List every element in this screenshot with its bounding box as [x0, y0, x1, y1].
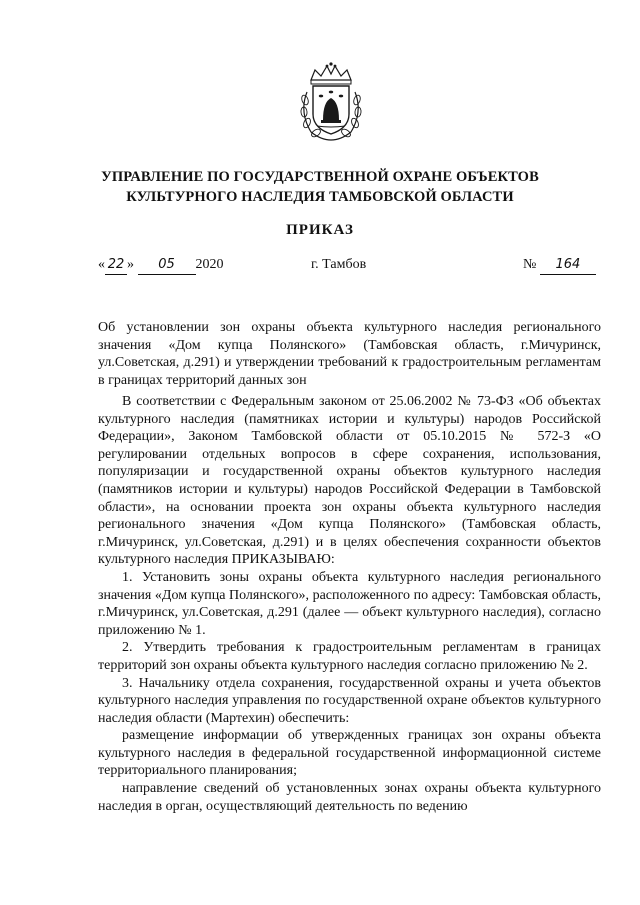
number-value: 164 — [540, 256, 596, 275]
number-sign: № — [523, 257, 537, 272]
date-month: 05 — [138, 256, 196, 275]
date-day: 22 — [105, 256, 127, 275]
paragraph-item-3: 3. Начальнику отдела сохранения, государственной охраны и учета объектов культурного наследия управления по государственной охране объектов культурного наследия области (Мартехин) обеспечить: — [98, 675, 601, 726]
date-open-quote: « — [98, 257, 105, 272]
date-year: 2020 — [195, 257, 224, 272]
paragraph-subitem-1: размещение информации об утвержденных границах зон охраны объекта культурного наследия в федеральной государственной информационной системе территориального планирования; — [98, 728, 601, 779]
authority-title-line-2: КУЛЬТУРНОГО НАСЛЕДИЯ ТАМБОВСКОЙ ОБЛАСТИ — [126, 189, 514, 205]
order-subject: Об установлении зон охраны объекта культурного наследия регионального значения «Дом купца Полянского» (Тамбовская область, г.Мичуринск, ул.Советская, д.291) и утверждении требований к градостроительным регламентам в границах территорий данных зон — [98, 320, 601, 388]
order-body — [98, 393, 601, 815]
order-date — [98, 256, 224, 275]
paragraph-preamble: В соответствии с Федеральным законом от 25.06.2002 № 73-ФЗ «Об объектах культурного наследия (памятниках истории и культуры) народов Российской Федерации», Законом Тамбовской области от 05.10.2015 № 572-З «О регулировании отдельных вопросов в сфере сохранения, использования, популяризации и государственной охраны объектов культурного наследия (памятников истории и культуры) народов Российской Федерации в Тамбовской области», на основании проекта зон охраны объекта культурного наследия регионального значения «Дом купца Полянского» (Тамбовская область, г.Мичуринск, ул.Советская, д.291) и в целях обеспечения сохранности объектов культурного наследия ПРИКАЗЫВАЮ: — [98, 394, 601, 568]
paragraph-subitem-2: направление сведений об установленных зонах охраны объекта культурного наследия в орган, осуществляющий деятельность по ведению — [98, 781, 601, 814]
tambov-coat-of-arms-icon — [297, 62, 365, 142]
paragraph-item-2: 2. Утвердить требования к градостроительным регламентам в границах территорий зон охраны объекта культурного наследия согласно приложению № 2. — [98, 640, 601, 673]
authority-title-line-1: УПРАВЛЕНИЕ ПО ГОСУДАРСТВЕННОЙ ОХРАНЕ ОБЪЕКТОВ — [101, 169, 539, 185]
order-city: г. Тамбов — [311, 257, 367, 272]
order-title: ПРИКАЗ — [286, 222, 354, 238]
paragraph-item-1: 1. Установить зоны охраны объекта культурного наследия регионального значения «Дом купца Полянского», расположенного по адресу: Тамбовская область, г.Мичуринск, ул.Советская, д.291 (далее — объект культурного наследия), согласно приложению № 1. — [98, 569, 601, 638]
order-number — [523, 256, 596, 275]
date-close-quote: » — [127, 257, 134, 272]
